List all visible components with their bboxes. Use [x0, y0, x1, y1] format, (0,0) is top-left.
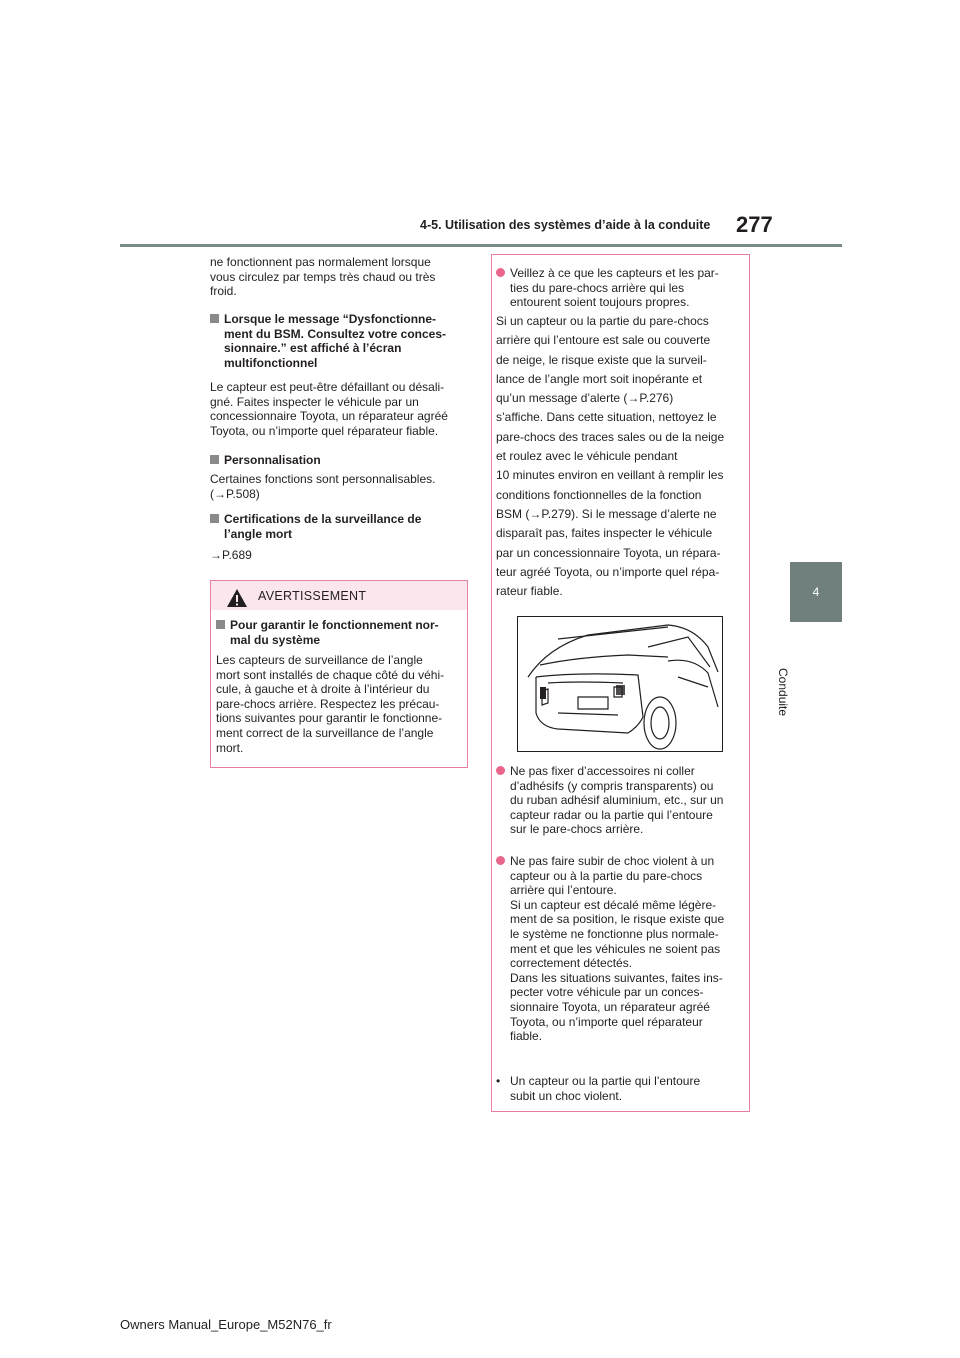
round-bullet-icon: [496, 856, 505, 865]
text-line: ment de sa position, le risque existe que: [510, 912, 725, 927]
square-bullet-icon: [216, 620, 225, 629]
text-line: sionnaire Toyota, un réparateur agréé: [510, 999, 710, 1014]
warning-triangle-icon: [226, 588, 248, 608]
text-line: le système ne fonctionne plus normale-: [510, 926, 719, 941]
rear-bumper-illustration: [517, 616, 723, 752]
text-line: ment correct de la surveillance de l’angle: [216, 725, 434, 740]
sub-bullet-marker: •: [496, 1074, 501, 1088]
paragraph-sensor-faulty: [210, 380, 472, 438]
text-line: Un capteur ou la partie qui l’entoure: [510, 1074, 701, 1088]
text-line: pare-chocs des traces sales ou de la neige: [496, 429, 725, 444]
text-line: de neige, le risque existe que la surveil-: [496, 352, 707, 367]
text-line: conditions fonctionnelles de la fonction: [496, 487, 702, 502]
text-line: Si un capteur ou la partie du pare-chocs: [496, 314, 709, 328]
text-line: multifonctionnel: [224, 355, 318, 370]
text-line: gné. Faites inspecter le véhicule par un: [210, 394, 419, 409]
text-line: froid.: [210, 284, 237, 299]
text-line: ne fonctionnent pas normalement lorsque: [210, 255, 431, 269]
text-line: mort.: [216, 740, 244, 755]
text-line: tions suivantes pour garantir le fonctionne-: [216, 711, 443, 726]
sub-bullet-violent-shock: [496, 1074, 746, 1103]
intro-paragraph: [210, 255, 470, 299]
text-line: concessionnaire Toyota, un réparateur agréé: [210, 409, 448, 424]
text-line: mal du système: [230, 632, 321, 647]
text-line: ties du pare-chocs arrière qui les: [510, 280, 685, 295]
text-line: du ruban adhésif aluminium, etc., sur un: [510, 793, 724, 808]
text-line: arrière qui l’entoure est sale ou couverte: [496, 333, 711, 348]
text-line: s’affiche. Dans cette situation, nettoyez le: [496, 410, 717, 425]
text-line: Dans les situations suivantes, faites ins-: [510, 970, 723, 985]
text-line: sionnaire.” est affiché à l’écran: [224, 341, 402, 356]
text-line: mort sont installés de chaque côté du véhi-: [216, 667, 445, 682]
text-line: Ne pas faire subir de choc violent à un: [510, 854, 715, 868]
text-line: Personnalisation: [224, 453, 321, 467]
text-line: entourent soient toujours propres.: [510, 295, 690, 310]
round-bullet-icon: [496, 766, 505, 775]
section-title: 4-5. Utilisation des systèmes d’aide à la conduite: [420, 218, 711, 232]
page-reference-689: →P.689: [210, 548, 252, 562]
page-reference: (→P.508): [210, 486, 260, 501]
text-line: Les capteurs de surveillance de l’angle: [216, 653, 423, 667]
warning-body: [216, 653, 464, 755]
warning-title: AVERTISSEMENT: [258, 589, 367, 603]
text-line: par un concessionnaire Toyota, un répara-: [496, 545, 721, 560]
round-bullet-icon: [496, 268, 505, 277]
text-line: Certifications de la surveillance de: [224, 512, 422, 526]
text-line: BSM (→P.279). Si le message d’alerte ne: [496, 506, 717, 521]
text-line: Certaines fonctions sont personnalisables.: [210, 472, 436, 486]
text-line: 10 minutes environ en veillant à remplir les: [496, 468, 724, 483]
text-line: capteur ou à la partie du pare-chocs: [510, 868, 703, 883]
warning-heading: [216, 618, 464, 647]
heading-personnalisation: [210, 453, 321, 468]
text-line: lance de l’angle mort soit inopérante et: [496, 371, 703, 386]
bullet-no-impact: [496, 854, 746, 1044]
text-line: qu’un message d’alerte (→P.276): [496, 391, 674, 406]
text-line: l’angle mort: [224, 526, 293, 541]
text-line: pare-chocs arrière. Respectez les précau-: [216, 696, 440, 711]
text-line: Ne pas fixer d’accessoires ni coller: [510, 764, 695, 778]
bullet-keep-clean: [496, 266, 746, 310]
text-line: subit un choc violent.: [510, 1088, 623, 1103]
heading-certifications: [210, 512, 472, 541]
text-line: correctement détectés.: [510, 956, 633, 971]
text-line: d’adhésifs (y compris transparents) ou: [510, 778, 714, 793]
text-line: Toyota, ou n’importe quel réparateur fiable.: [210, 423, 439, 438]
square-bullet-icon: [210, 314, 219, 323]
text-line: vous circulez par temps très chaud ou très: [210, 269, 436, 284]
text-line: ment et que les véhicules ne soient pas: [510, 941, 721, 956]
text-line: Le capteur est peut-être défaillant ou désali-: [210, 380, 445, 394]
bullet-no-accessories: [496, 764, 746, 837]
text-line: ment du BSM. Consultez votre conces-: [224, 326, 447, 341]
page-number: 277: [736, 212, 773, 237]
text-line: pecter votre véhicule par un conces-: [510, 985, 704, 1000]
text-line: Veillez à ce que les capteurs et les par-: [510, 266, 719, 280]
text-line: teur agréé Toyota, ou n’importe quel répa-: [496, 564, 720, 579]
text-line: fiable.: [510, 1029, 543, 1044]
chapter-tab: 4: [790, 562, 842, 622]
text-line: Toyota, ou n’importe quel réparateur: [510, 1014, 703, 1029]
square-bullet-icon: [210, 514, 219, 523]
text-line: capteur radar ou la partie qui l’entoure: [510, 807, 713, 822]
header-divider: [120, 244, 842, 247]
text-line: Pour garantir le fonctionnement nor-: [230, 618, 439, 632]
car-rear-drawing: [518, 617, 722, 751]
paragraph-personnalisation: [210, 472, 472, 501]
text-line: Lorsque le message “Dysfonctionne-: [224, 312, 437, 326]
text-line: arrière qui l’entoure.: [510, 883, 617, 898]
footer-manual-id: Owners Manual_Europe_M52N76_fr: [120, 1317, 332, 1332]
text-line: cule, à gauche et à droite à l’intérieur du: [216, 682, 430, 697]
text-line: et roulez avec le véhicule pendant: [496, 449, 678, 464]
chapter-label: Conduite: [776, 668, 790, 717]
text-line: rateur fiable.: [496, 584, 563, 599]
text-line: sur le pare-chocs arrière.: [510, 822, 644, 837]
text-line: disparaît pas, faites inspecter le véhicule: [496, 526, 713, 541]
square-bullet-icon: [210, 455, 219, 464]
heading-bsm-message: [210, 312, 470, 370]
text-line: Si un capteur est décalé même légère-: [510, 897, 717, 912]
paragraph-dirty-sensor: [496, 314, 746, 603]
